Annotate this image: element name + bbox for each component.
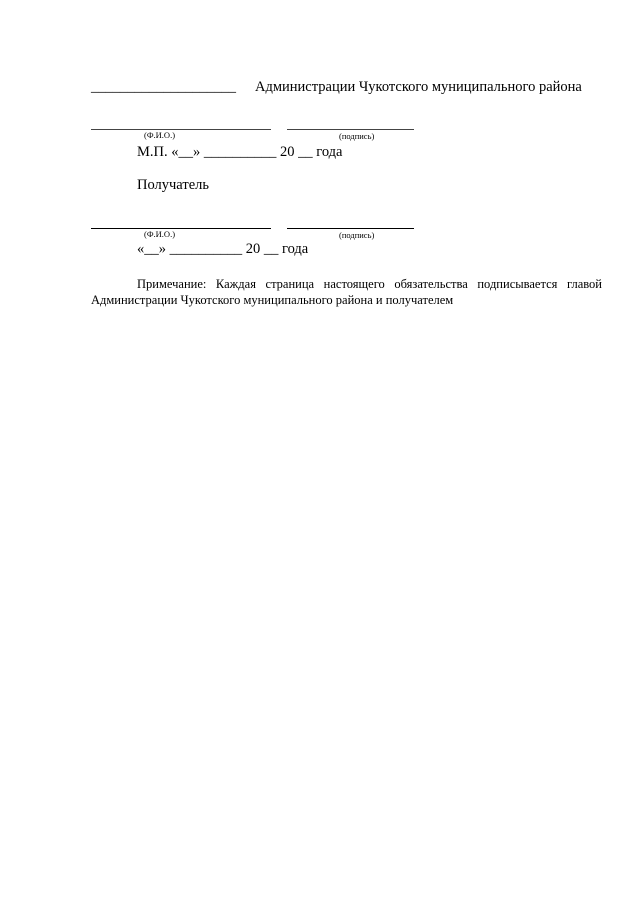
recipient-title: Получатель xyxy=(137,177,209,193)
note-paragraph: Примечание: Каждая страница настоящего обязательства подписывается главой Администрации Чукотского муниципального района и получателем xyxy=(91,277,602,307)
recipient-fio-caption: (Ф.И.О.) xyxy=(144,229,176,239)
header-org-label: Администрации Чукотского муниципального района xyxy=(255,79,582,95)
admin-fio-caption: (Ф.И.О.) xyxy=(144,130,176,140)
recipient-fio-line xyxy=(91,228,271,229)
recipient-signature-caption: (подпись) xyxy=(339,230,375,240)
admin-signature-line xyxy=(287,129,414,130)
header-blank: ____________________ xyxy=(91,79,236,95)
admin-signature-caption: (подпись) xyxy=(339,131,375,141)
admin-seal-date: М.П. «__» __________ 20 __ года xyxy=(137,144,343,160)
recipient-signature-line xyxy=(287,228,414,229)
recipient-date: «__» __________ 20 __ года xyxy=(137,241,309,257)
admin-fio-line xyxy=(91,129,271,130)
